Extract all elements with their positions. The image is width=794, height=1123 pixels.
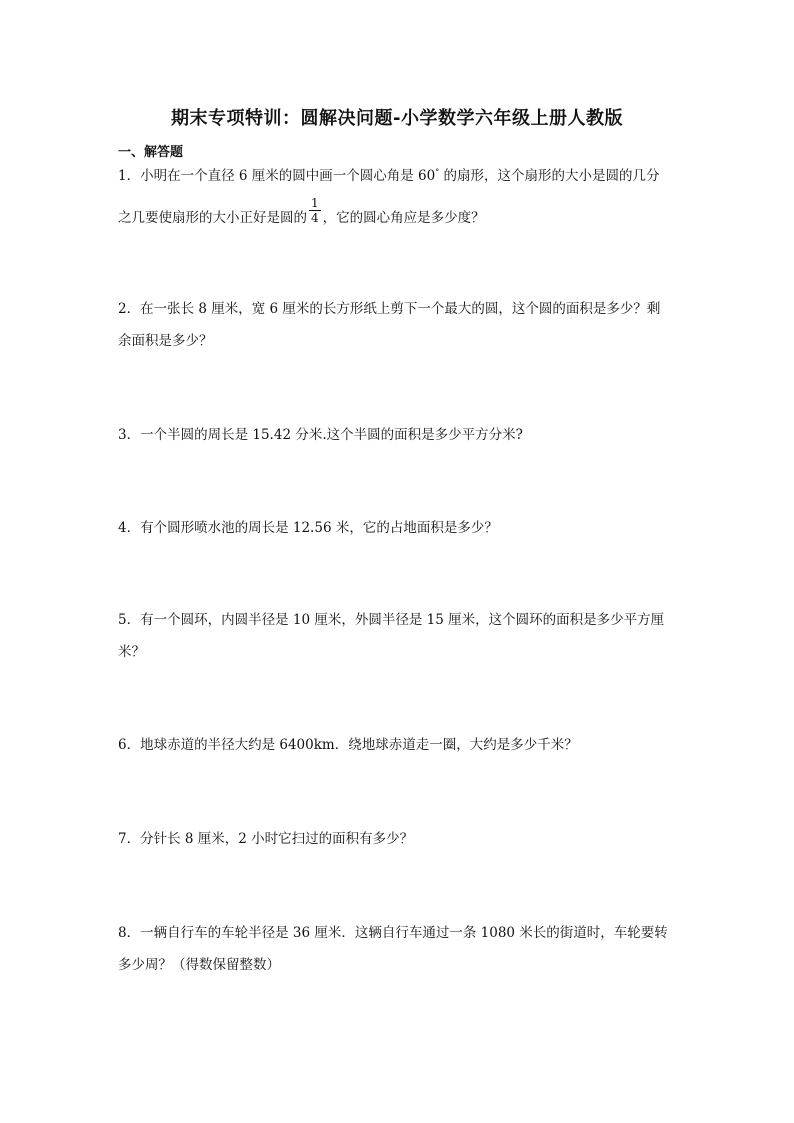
- page-title: 期末专项特训：圆解决问题-小学数学六年级上册人教版: [171, 108, 623, 129]
- question-5-line-1: 5．有一个圆环，内圆半径是 10 厘米，外圆半径是 15 厘米，这个圆环的面积是多少平方厘: [118, 612, 665, 628]
- question-3: [118, 419, 683, 451]
- degree-mark: °: [435, 167, 440, 177]
- question-5-line-2: 米？: [118, 644, 145, 660]
- question-1-text-a: 1．小明在一个直径 6 厘米的圆中画一个圆心角是 60: [118, 168, 436, 184]
- question-8-line-1: 8．一辆自行车的车轮半径是 36 厘米．这辆自行车通过一条 1080 米长的街道时，车轮要转: [118, 925, 668, 941]
- fraction-denominator: 4: [311, 211, 319, 225]
- question-4-line-1: 4．有个圆形喷水池的周长是 12.56 米，它的占地面积是多少？: [118, 520, 498, 536]
- question-2-line-2: 余面积是多少？: [118, 333, 213, 349]
- question-8-line-2: 多少周？（得数保留整数）: [118, 957, 280, 973]
- question-7: [118, 823, 683, 855]
- question-6: [118, 729, 683, 761]
- fraction-numerator: 1: [311, 196, 319, 210]
- question-3-line-1: 3．一个半圆的周长是 15.42 分米.这个半圆的面积是多少平方分米?: [118, 427, 523, 443]
- question-1-line-2: [118, 196, 683, 234]
- question-1-text-d: ，它的圆心角应是多少度？: [322, 210, 485, 226]
- question-1-text-c: 之几要使扇形的大小正好是圆的: [118, 210, 307, 226]
- question-2: [118, 293, 683, 357]
- question-5: [118, 604, 683, 668]
- fraction: [309, 196, 321, 225]
- question-4: [118, 512, 683, 544]
- question-6-line-1: 6．地球赤道的半径大约是 6400km．绕地球赤道走一圈，大约是多少千米？: [118, 737, 578, 753]
- question-7-line-1: 7．分针长 8 厘米，2 小时它扫过的面积有多少？: [118, 831, 414, 847]
- question-8: [118, 917, 683, 981]
- question-2-line-1: 2．在一张长 8 厘米，宽 6 厘米的长方形纸上剪下一个最大的圆，这个圆的面积是多少？剩: [118, 301, 661, 317]
- question-1-text-b: 的扇形，这个扇形的大小是圆的几分: [439, 168, 660, 184]
- question-1-line-1: [118, 160, 683, 192]
- section-heading: 一、解答题: [118, 145, 184, 160]
- question-1: [118, 160, 683, 234]
